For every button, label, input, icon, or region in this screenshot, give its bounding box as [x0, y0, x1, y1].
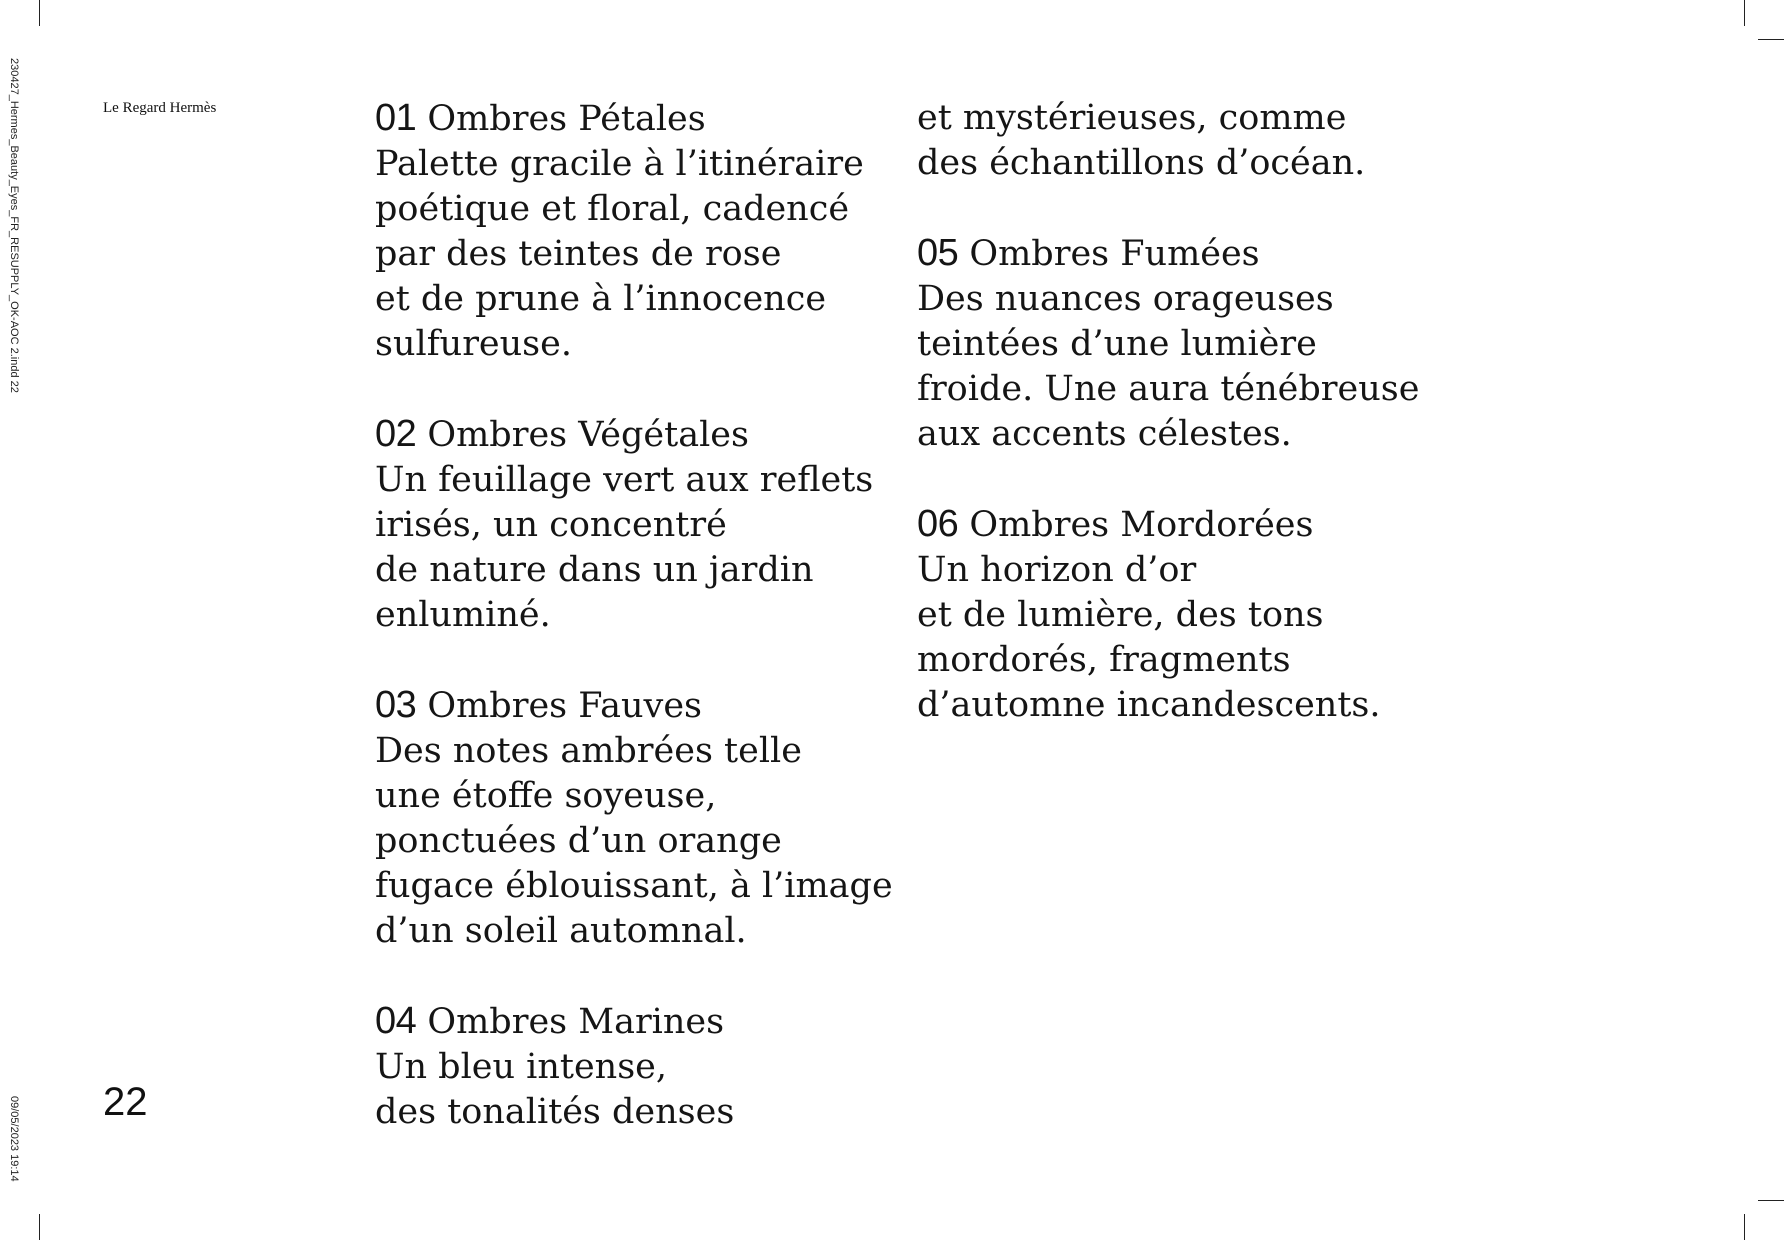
crop-mark-bottom-left — [39, 1214, 40, 1240]
crop-mark-top-right — [1744, 0, 1745, 26]
shade-entry-05 — [917, 231, 1537, 457]
entry-line: et de lumière, des tons — [917, 595, 1324, 635]
entry-number: 01 — [375, 97, 417, 139]
entry-line: enluminé. — [375, 595, 551, 635]
page-number: 22 — [103, 1080, 148, 1124]
shade-entry-06 — [917, 502, 1537, 728]
shade-entry-04-continuation — [917, 96, 1537, 186]
entry-title — [375, 96, 895, 142]
right-column — [917, 96, 1537, 728]
entry-line: froide. Une aura ténébreuse — [917, 369, 1420, 409]
slug-file-info: 230427_Hermes_Beauty_Eyes_FR_RESUPPLY_OK-AOC 2.indd 22 — [8, 58, 20, 393]
crop-mark-top-left — [39, 0, 40, 26]
crop-mark-right-top — [1758, 39, 1784, 40]
entry-line: Palette gracile à l’itinéraire — [375, 144, 864, 184]
entry-line: fugace éblouissant, à l’image — [375, 866, 893, 906]
entry-line: d’un soleil automnal. — [375, 911, 747, 951]
entry-line: de nature dans un jardin — [375, 550, 814, 590]
entry-number: 04 — [375, 1000, 417, 1042]
entry-name: Ombres Pétales — [427, 99, 706, 139]
entry-line: Un feuillage vert aux reflets — [375, 460, 874, 500]
crop-mark-right-bottom — [1758, 1200, 1784, 1201]
left-column — [375, 96, 895, 1135]
entry-line: d’automne incandescents. — [917, 685, 1381, 725]
entry-title — [917, 502, 1537, 548]
entry-line: mordorés, fragments — [917, 640, 1291, 680]
entry-line: Des notes ambrées telle — [375, 731, 802, 771]
entry-number: 02 — [375, 413, 417, 455]
entry-number: 06 — [917, 503, 959, 545]
entry-line: par des teintes de rose — [375, 234, 782, 274]
entry-name: Ombres Fauves — [427, 686, 703, 726]
entry-line: une étoffe soyeuse, — [375, 776, 717, 816]
slug-date-info: 09/05/2023 19:14 — [8, 1096, 20, 1182]
entry-title — [375, 683, 895, 729]
entry-number: 03 — [375, 684, 417, 726]
entry-line: ponctuées d’un orange — [375, 821, 782, 861]
running-head: Le Regard Hermès — [103, 100, 217, 116]
entry-name: Ombres Mordorées — [969, 505, 1314, 545]
entry-line: des échantillons d’océan. — [917, 143, 1366, 183]
entry-line: aux accents célestes. — [917, 414, 1292, 454]
entry-line: teintées d’une lumière — [917, 324, 1317, 364]
entry-line: Des nuances orageuses — [917, 279, 1334, 319]
entry-line: irisés, un concentré — [375, 505, 727, 545]
entry-title — [917, 231, 1537, 277]
entry-line: Un horizon d’or — [917, 550, 1197, 590]
shade-entry-04 — [375, 999, 895, 1135]
crop-mark-bottom-right — [1744, 1214, 1745, 1240]
entry-line: poétique et floral, cadencé — [375, 189, 850, 229]
shade-entry-02 — [375, 412, 895, 638]
entry-line: sulfureuse. — [375, 324, 572, 364]
entry-line: des tonalités denses — [375, 1092, 735, 1132]
entry-number: 05 — [917, 232, 959, 274]
entry-name: Ombres Marines — [427, 1002, 725, 1042]
entry-title — [375, 412, 895, 458]
entry-name: Ombres Végétales — [427, 415, 749, 455]
entry-line: Un bleu intense, — [375, 1047, 667, 1087]
entry-name: Ombres Fumées — [969, 234, 1260, 274]
entry-line: et mystérieuses, comme — [917, 98, 1347, 138]
shade-entry-01 — [375, 96, 895, 367]
entry-title — [375, 999, 895, 1045]
entry-line: et de prune à l’innocence — [375, 279, 827, 319]
shade-entry-03 — [375, 683, 895, 954]
